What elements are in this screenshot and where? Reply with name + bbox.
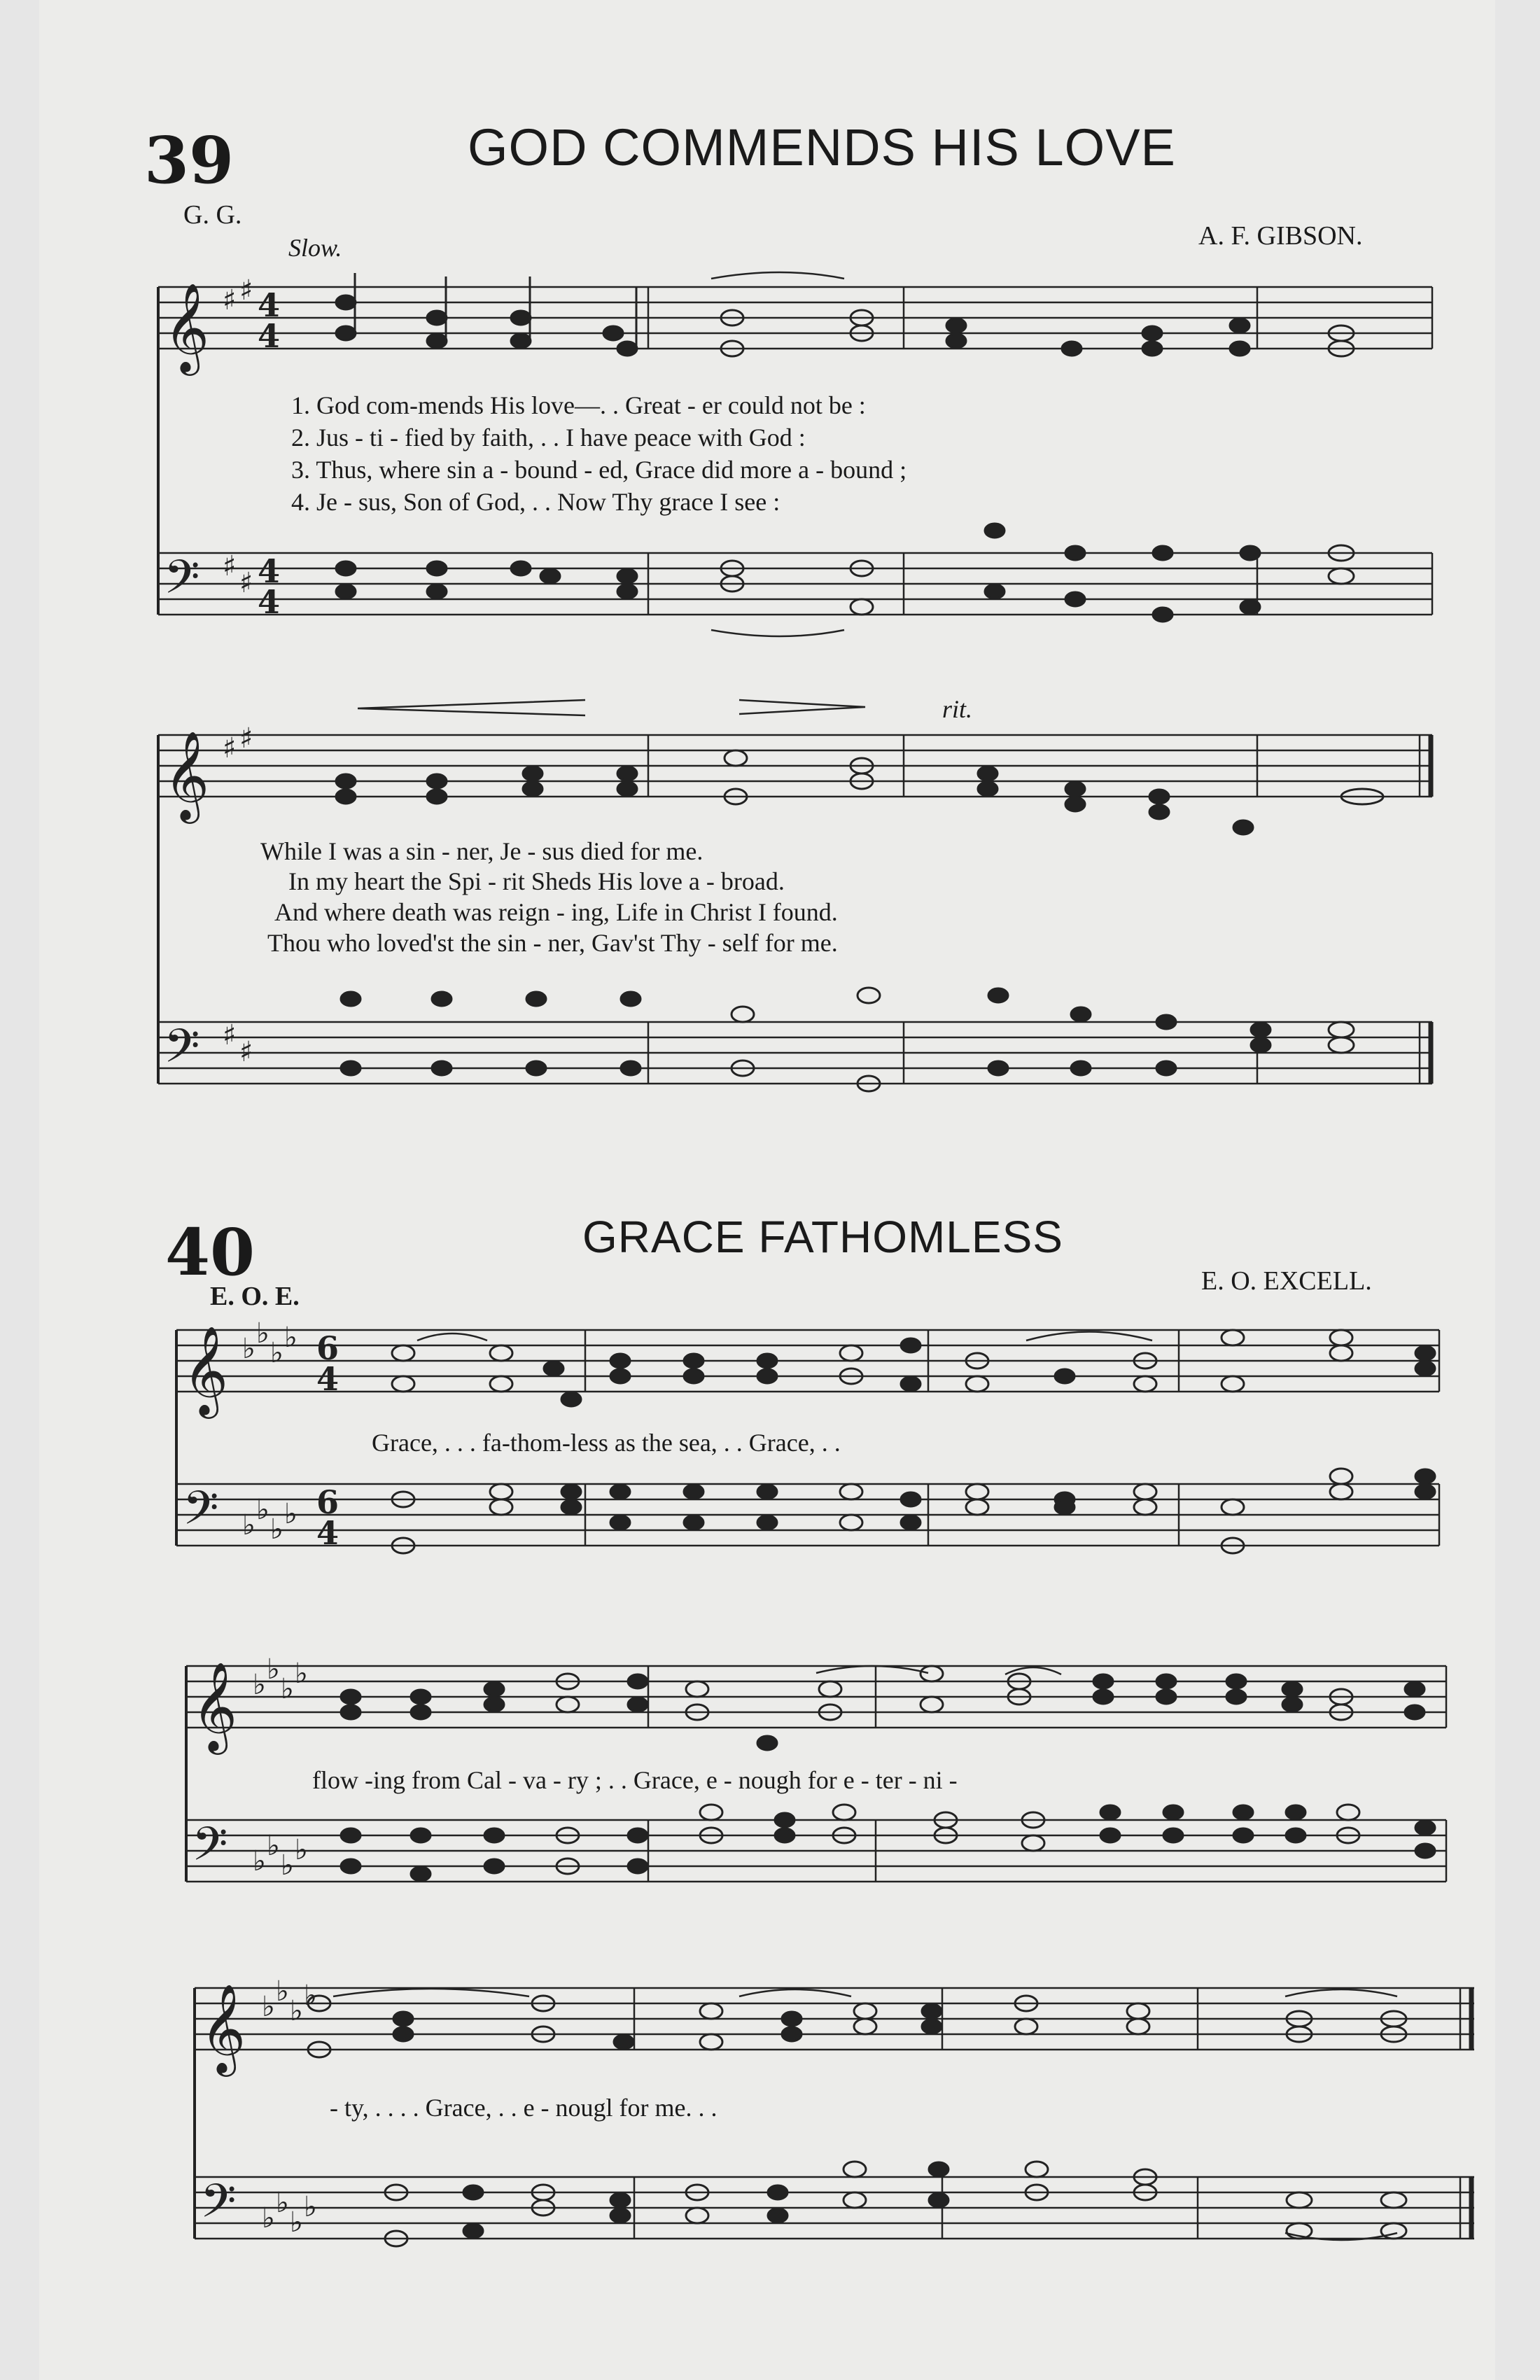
svg-text:6: 6 <box>316 1329 340 1367</box>
svg-text:♭: ♭ <box>295 1658 308 1690</box>
hymn-40-number: 40 <box>165 1214 255 1290</box>
svg-text:♭: ♭ <box>267 1830 280 1862</box>
svg-text:♯: ♯ <box>223 284 237 316</box>
svg-text:♯: ♯ <box>223 732 237 764</box>
svg-text:♭: ♭ <box>262 2202 275 2234</box>
svg-text:4: 4 <box>258 286 281 324</box>
verse-1-line-2: While I was a sin - ner, Je - sus died for me. <box>260 837 704 865</box>
svg-text:♭: ♭ <box>276 1975 289 2008</box>
svg-text:♭: ♭ <box>242 1333 255 1365</box>
svg-text:4: 4 <box>258 317 281 355</box>
svg-text:♯: ♯ <box>223 1019 237 1051</box>
hymn-40-lyrics-line-2: flow -ing from Cal - va - ry ; . . Grace, e - nough for e - ter - ni - <box>312 1766 958 1794</box>
svg-text:𝄢: 𝄢 <box>164 550 200 615</box>
svg-text:♭: ♭ <box>242 1509 255 1541</box>
verse-3-line-2: And where death was reign - ing, Life in Christ I found. <box>274 898 838 926</box>
svg-text:♭: ♭ <box>304 2191 317 2223</box>
svg-text:♭: ♭ <box>281 1849 294 1882</box>
svg-text:𝄞: 𝄞 <box>164 730 210 820</box>
verse-3-line-1: 3. Thus, where sin a - bound - ed, Grace did more a - bound ; <box>291 456 907 484</box>
verse-2-line-1: 2. Jus - ti - fied by faith, . . I have peace with God : <box>291 424 806 451</box>
svg-text:♭: ♭ <box>262 1991 275 2023</box>
verse-4-line-1: 4. Je - sus, Son of God, . . Now Thy grace I see : <box>291 488 780 516</box>
hymn-40-words-credit: E. O. E. <box>210 1282 300 1311</box>
svg-text:4: 4 <box>258 583 281 621</box>
svg-text:♭: ♭ <box>256 1317 270 1350</box>
verse-1-line-1: 1. God com-mends His love—. . Great - er could not be : <box>291 391 866 419</box>
svg-text:𝄢: 𝄢 <box>200 2174 237 2239</box>
hymn-39-number: 39 <box>144 122 234 198</box>
svg-text:♭: ♭ <box>267 1653 280 1686</box>
svg-text:♭: ♭ <box>270 1337 284 1369</box>
svg-text:♭: ♭ <box>304 1980 317 2012</box>
svg-text:6: 6 <box>316 1483 340 1521</box>
hymn-40-lyrics-line-1: Grace, . . . fa-thom-less as the sea, . . Grace, . . <box>372 1429 841 1457</box>
hymn-40-title: GRACE FATHOMLESS <box>582 1212 1063 1262</box>
svg-text:♭: ♭ <box>290 2206 303 2239</box>
hymnal-page <box>39 0 1495 2380</box>
hymn-40-music-credit: E. O. EXCELL. <box>1201 1266 1372 1296</box>
svg-text:4: 4 <box>316 1514 340 1552</box>
svg-text:♯: ♯ <box>223 550 237 582</box>
ritardando-marking: rit. <box>942 695 973 723</box>
svg-text:𝄢: 𝄢 <box>192 1817 228 1882</box>
svg-text:♭: ♭ <box>270 1513 284 1546</box>
svg-text:4: 4 <box>258 552 281 590</box>
svg-text:♭: ♭ <box>253 1845 266 1877</box>
svg-text:𝄢: 𝄢 <box>164 1019 200 1084</box>
tempo-marking: Slow. <box>288 234 342 262</box>
svg-text:𝄞: 𝄞 <box>192 1661 238 1751</box>
svg-text:♭: ♭ <box>256 1494 270 1526</box>
verse-4-line-2: Thou who loved'st the sin - ner, Gav'st Thy - self for me. <box>267 929 838 957</box>
svg-text:♭: ♭ <box>284 1322 298 1354</box>
svg-text:♭: ♭ <box>253 1669 266 1701</box>
svg-text:♭: ♭ <box>281 1673 294 1705</box>
svg-text:𝄞: 𝄞 <box>200 1983 246 2073</box>
svg-text:♯: ♯ <box>239 274 253 307</box>
svg-text:♭: ♭ <box>290 1995 303 2027</box>
svg-text:♯: ♯ <box>239 722 253 755</box>
hymn-39-title: GOD COMMENDS HIS LOVE <box>468 118 1176 176</box>
hymn-40-lyrics-line-3: - ty, . . . . Grace, . . e - nougl for me. . . <box>330 2094 718 2122</box>
svg-text:♭: ♭ <box>284 1498 298 1530</box>
svg-text:♯: ♯ <box>239 567 253 599</box>
svg-text:♯: ♯ <box>239 1036 253 1068</box>
svg-text:𝄞: 𝄞 <box>164 282 210 372</box>
svg-text:4: 4 <box>316 1360 340 1398</box>
verse-2-line-2: In my heart the Spi - rit Sheds His love a - broad. <box>288 867 785 895</box>
hymn-39-words-credit: G. G. <box>183 200 242 230</box>
svg-text:𝄢: 𝄢 <box>183 1481 219 1546</box>
svg-text:𝄞: 𝄞 <box>183 1325 229 1415</box>
svg-text:♭: ♭ <box>276 2187 289 2219</box>
svg-text:♭: ♭ <box>295 1834 308 1866</box>
hymn-39-music-credit: A. F. GIBSON. <box>1198 221 1363 251</box>
hymn-40-staves <box>39 0 1495 2380</box>
